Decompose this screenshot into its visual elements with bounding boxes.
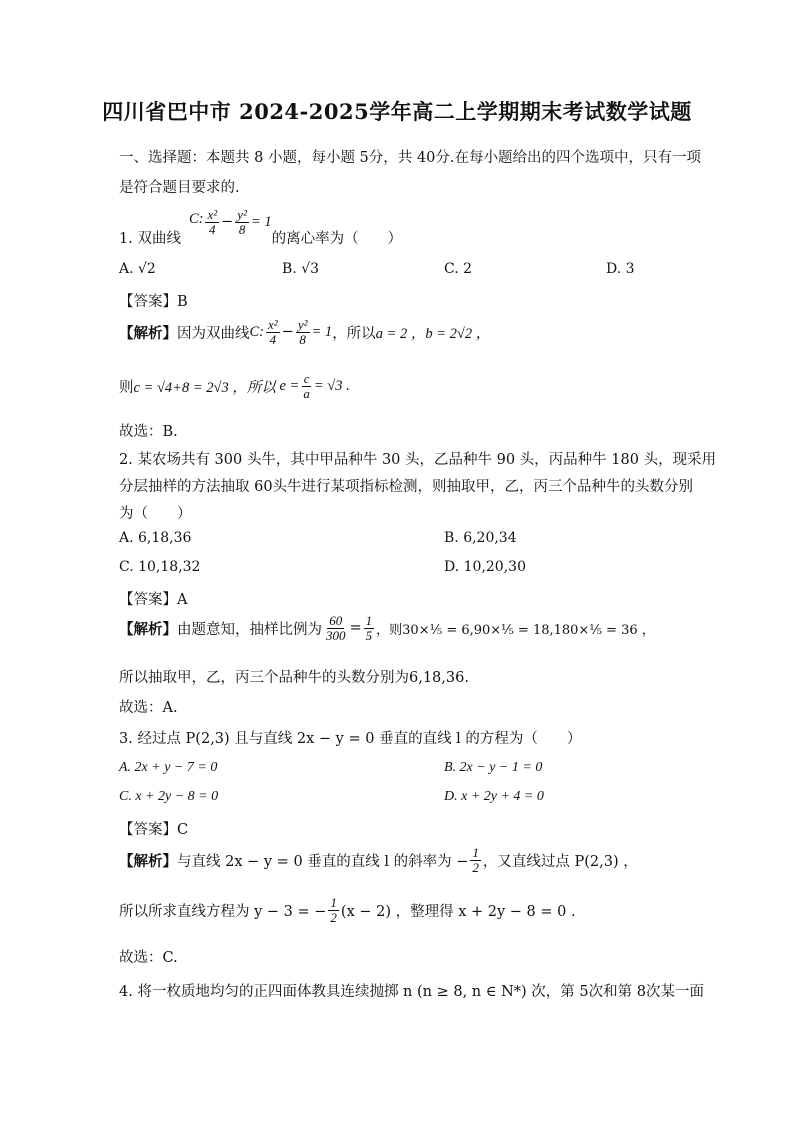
q3-analysis-1: 【解析】 与直线 2x − y = 0 垂直的直线 l 的斜率为 − $\frac{1}{2}$ ，又直线过点 P(2,3) ， [119, 845, 638, 875]
q2-conclusion: 故选：A. [119, 700, 178, 716]
page-title: 四川省巴中市 2024-2025学年高二上学期期末考试数学试题 [102, 99, 692, 124]
q1-stem-prefix: 1. 双曲线 [119, 230, 181, 247]
q1-curve: C [188, 210, 199, 227]
section-header-line-2: 是符合题目要求的. [119, 180, 240, 196]
q3-option-b: B. 2x − y − 1 = 0 [444, 760, 543, 775]
q1-option-b: B. √3 [282, 261, 320, 277]
q1-option-a: A. √2 [119, 261, 156, 277]
q1-analysis-2: 则 c = √4+8 = 2√3 ，所以 e = $\frac{c}{a}$ = √3 . [119, 371, 350, 401]
q3-answer: 【答案】C [119, 822, 189, 838]
q1-option-c: C. 2 [444, 261, 473, 277]
q1-conclusion: 故选：B. [119, 424, 178, 440]
q2-stem-2: 分层抽样的方法抽取 60头牛进行某项指标检测，则抽取甲，乙，丙三个品种牛的头数分别 [119, 479, 694, 495]
q3-option-d: D. x + 2y + 4 = 0 [444, 789, 544, 804]
q2-analysis-2: 所以抽取甲，乙，丙三个品种牛的头数分别为6,18,36. [119, 670, 469, 686]
q1-answer: 【答案】B [119, 294, 188, 310]
q1-frac1: $\frac{\text{x²}}{4}$ [207, 206, 218, 237]
q2-option-b: B. 6,20,34 [444, 530, 517, 546]
q4-stem: 4. 将一枚质地均匀的正四面体教具连续抛掷 n (n ≥ 8, n ∈ N*) 次，第 5次和第 8次某一面 [119, 984, 704, 1000]
q1-frac2: $\frac{\text{y²}}{8}$ [237, 206, 247, 237]
q3-stem: 3. 经过点 P(2,3) 且与直线 2x − y = 0 垂直的直线 l 的方程为（ ） [119, 731, 582, 747]
q2-option-a: A. 6,18,36 [119, 530, 192, 546]
q2-answer: 【答案】A [119, 592, 188, 608]
q2-stem-3: 为（ ） [119, 506, 192, 522]
q2-stem-1: 2. 某农场共有 300 头牛，其中甲品种牛 30 头，乙品种牛 90 头，丙品种牛 180 头，现采用 [119, 452, 717, 468]
q1-stem-suffix: 的离心率为（ ） [271, 230, 403, 247]
q1-stem: 1. 双曲线 C : $\frac{\text{x²}}{4}$ − $\frac{\text{y²}}{8}$ = 1 的离心率为（ ） [119, 206, 403, 247]
q2-analysis-1: 【解析】 由题意知，抽样比例为 $\frac{60}{300}$ = $\frac{1}{5}$ ，则30×⅕ = 6,90×⅕ = 18,180×⅕ = 36 ， [119, 613, 655, 643]
q2-option-c: C. 10,18,32 [119, 559, 201, 575]
q1-analysis-1: 【解析】 因为双曲线 C : $\frac{\text{x²}}{4}$ − $\frac{\text{y²}}{8}$ = 1 ，所以 a = 2 ，b = 2√2 ， [119, 317, 491, 347]
q3-option-c: C. x + 2y − 8 = 0 [119, 789, 219, 804]
q2-option-d: D. 10,20,30 [444, 559, 526, 575]
q1-option-d: D. 3 [606, 261, 635, 277]
q3-analysis-2: 所以所求直线方程为 y − 3 = − $\frac{1}{2}$ (x − 2) ，整理得 x + 2y − 8 = 0 . [119, 895, 576, 925]
section-header-line-1: 一、选择题：本题共 8 小题，每小题 5分，共 40分.在每小题给出的四个选项中，只有一项 [119, 150, 701, 166]
q3-option-a: A. 2x + y − 7 = 0 [119, 760, 218, 775]
q3-conclusion: 故选：C. [119, 950, 178, 966]
